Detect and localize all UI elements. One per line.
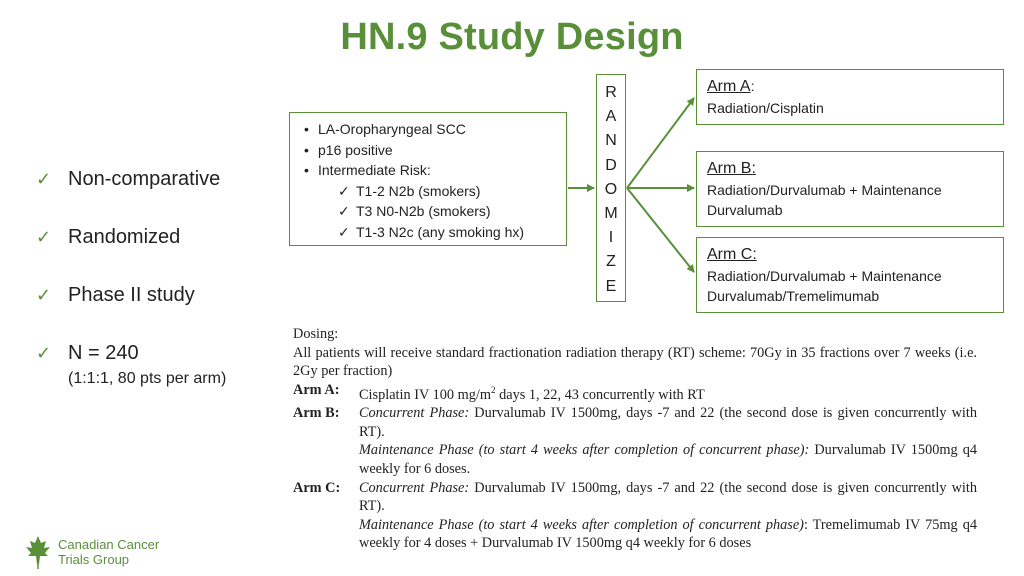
arm-b-heading: Arm B:	[707, 160, 756, 177]
dosing-section	[293, 325, 977, 553]
randomize-letter: R	[605, 84, 617, 101]
dosing-arm-c-text: Concurrent Phase: Durvalumab IV 1500mg, days -7 and 22 (the second dose is given concurrently with RT). Maintenance Phase (to start 4 weeks after completion of concurrent phase): Tremelimumab IV 75mg q4 weekly for 4 doses + Durvalumab IV 1500mg q4 weekly for 6 doses	[359, 479, 978, 552]
arm-c-line: Durvalumab/Tremelimumab	[707, 288, 880, 304]
criteria-subtext: T3 N0-N2b (smokers)	[356, 203, 491, 219]
checkmark-icon: ✓	[338, 203, 350, 219]
feature-text: Randomized	[68, 226, 181, 248]
randomize-letter: E	[605, 277, 617, 295]
maple-leaf-icon	[24, 534, 52, 570]
page-title: HN.9 Study Design	[340, 16, 684, 58]
bullet-icon: •	[304, 141, 309, 158]
checkmark-icon: ✓	[36, 227, 52, 247]
randomize-letter: N	[605, 132, 617, 150]
arm-b-line: Radiation/Durvalumab + Maintenance	[707, 181, 942, 198]
randomize-letter: D	[605, 156, 617, 174]
feature-text: Non-comparative	[68, 168, 221, 190]
criteria-text: LA-Oropharyngeal SCC	[318, 121, 466, 137]
bullet-icon: •	[304, 162, 309, 178]
arm-c-line: Radiation/Durvalumab + Maintenance	[707, 267, 942, 284]
checkmark-icon: ✓	[36, 343, 52, 363]
criteria-text: p16 positive	[318, 141, 393, 158]
dosing-arm-b-label: Arm B:	[293, 405, 340, 422]
checkmark-icon: ✓	[338, 182, 350, 199]
dosing-intro: All patients will receive standard fractionation radiation therapy (RT) scheme: 70Gy in 35 fractions over 7 weeks (i.e. 2Gy per fraction)	[293, 344, 977, 380]
criteria-text: Intermediate Risk:	[318, 162, 431, 178]
arm-a-colon: :	[750, 78, 755, 94]
dosing-arm-b	[293, 404, 977, 478]
bullet-icon: •	[304, 121, 309, 137]
arrow-to-arm-c	[627, 188, 694, 272]
dosing-arm-a-label: Arm A:	[293, 381, 340, 398]
randomize-letter: I	[608, 229, 614, 247]
checkmark-icon: ✓	[36, 285, 52, 305]
dosing-heading: Dosing:	[293, 326, 339, 342]
dosing-arm-a	[293, 381, 977, 404]
arrow-to-arm-a	[627, 98, 694, 188]
randomize-letter: Z	[606, 253, 616, 271]
dosing-arm-c	[293, 479, 977, 553]
randomize-letter: O	[604, 180, 618, 198]
criteria-subtext: T1-3 N2c (any smoking hx)	[356, 223, 525, 240]
criteria-subtext: T1-2 N2b (smokers)	[356, 182, 481, 199]
dosing-arm-b-text: Concurrent Phase: Durvalumab IV 1500mg, days -7 and 22 (the second dose is given concurrently with RT). Maintenance Phase (to start 4 weeks after completion of concurrent phase): Durvalumab IV 1500mg q4 weekly for 6 doses.	[359, 405, 978, 477]
feature-text: N = 240	[68, 342, 139, 364]
org-logo	[24, 534, 159, 570]
checkmark-icon: ✓	[36, 169, 52, 189]
org-name: Canadian Cancer Trials Group	[58, 537, 160, 567]
feature-text: Phase II study	[68, 284, 195, 306]
dosing-arm-a-text: Cisplatin IV 100 $mg/m^2$ days 1, 22, 43 concurrently with RT	[359, 384, 705, 403]
dosing-arm-c-label: Arm C:	[293, 479, 341, 496]
randomize-letter: A	[605, 108, 617, 126]
arm-a-line: Radiation/Cisplatin	[707, 99, 824, 116]
arm-b-line: Durvalumab	[707, 202, 783, 218]
arm-a-heading: Arm A	[707, 78, 751, 95]
sample-size-detail: (1:1:1, 80 pts per arm)	[68, 370, 227, 387]
arm-c-heading: Arm C:	[707, 246, 757, 263]
checkmark-icon: ✓	[338, 223, 350, 240]
randomize-letter: M	[604, 205, 618, 223]
